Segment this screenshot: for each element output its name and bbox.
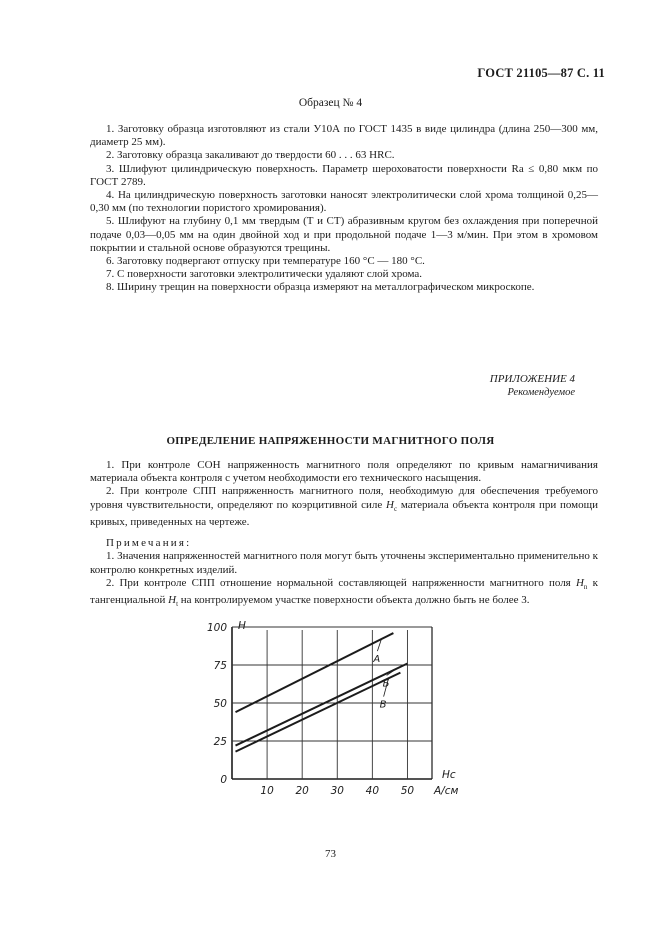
x-tick-label: 50: [400, 785, 415, 797]
y-tick-label: 50: [213, 698, 227, 710]
step-item: 6. Заготовку подвергают отпуску при температуре 160 °С — 180 °С.: [106, 255, 425, 268]
notes-heading: Примечания:: [106, 537, 192, 550]
x-tick-label: 10: [260, 785, 274, 797]
symbol-sub: n: [583, 583, 588, 591]
series-label: В: [379, 699, 387, 711]
y-tick-label: 100: [206, 622, 227, 634]
symbol-sub: t: [176, 600, 179, 609]
appendix-number: ПРИЛОЖЕНИЕ 4: [489, 373, 575, 385]
symbol-sub: c: [393, 504, 398, 513]
symbol-h: H: [168, 594, 177, 607]
step-item: 5. Шлифуют на глубину 0,1 мм твердым (Т и СТ) абразивным кругом без охлаждения при поперечной подаче 0,03—0,05 мм на один двойной ход и при продольной подаче 1—3 м/мин. При этом в хромовом покрытии и стальной основе образуются трещины.: [90, 215, 598, 254]
step-item: 2. Заготовку образца закаливают до твердости 60 . . . 63 HRC.: [106, 149, 395, 162]
y-tick-label: 0: [220, 774, 227, 786]
note-2-text-b: к тангенциальной: [90, 576, 598, 607]
symbol-h: H: [385, 498, 394, 511]
page-number: 73: [325, 848, 336, 860]
note-1: 1. Значения напряженностей магнитного поля могут быть уточнены экспериментально применительно к контролю конкретных изделий.: [90, 550, 598, 576]
appendix-status: Рекомендуемое: [507, 387, 575, 398]
x-tick-label: 30: [330, 785, 344, 797]
series-label: А: [373, 654, 381, 666]
step-item: 4. На цилиндрическую поверхность заготовки наносят электролитически слой хрома толщиной 0,25—0,30 мм (по технологии пористого хромирования).: [90, 189, 598, 215]
paragraph-2: [90, 485, 598, 529]
step-item: 1. Заготовку образца изготовляют из стали У10А по ГОСТ 1435 в виде цилиндра (длина 250—300 мм, диаметр 25 мм).: [90, 123, 598, 149]
x-axis-unit: А/см: [434, 785, 459, 797]
sample-title: Образец № 4: [298, 97, 363, 109]
page-header: ГОСТ 21105—87 С. 11: [477, 66, 605, 80]
y-tick-label: 25: [213, 736, 227, 748]
y-tick-label: 75: [213, 660, 227, 672]
series-line: [236, 633, 394, 712]
step-item: 8. Ширину трещин на поверхности образца измеряют на металлографическом микроскопе.: [106, 281, 535, 294]
series-line: [236, 673, 401, 752]
symbol-h: H: [575, 576, 584, 589]
note-2: [90, 577, 598, 612]
x-tick-label: 40: [365, 785, 380, 797]
paragraph-2-text-a: 2. При контроле СПП напряженность магнитного поля, необходимую для обеспечения требуемого уровня чувствительности, определяют по коэрцитивной силе: [90, 485, 598, 511]
procedure-steps: [90, 123, 598, 295]
note-2-text-c: на контролируемом участке поверхности объекта должно быть не более 3.: [178, 594, 530, 607]
section-title: ОПРЕДЕЛЕНИЕ НАПРЯЖЕННОСТИ МАГНИТНОГО ПОЛЯ: [166, 435, 495, 447]
series-label: Б: [382, 678, 390, 690]
x-tick-label: 20: [295, 785, 309, 797]
magnetic-field-chart: [196, 612, 476, 812]
note-2-text-a: 2. При контроле СПП отношение нормальной составляющей напряженности магнитного поля: [106, 576, 576, 589]
step-item: 7. С поверхности заготовки электролитически удаляют слой хрома.: [106, 268, 423, 281]
step-item: 3. Шлифуют цилиндрическую поверхность. Параметр шероховатости поверхности Ra ≤ 0,80 мкм по ГОСТ 2789.: [90, 162, 598, 188]
paragraph-1: 1. При контроле СОН напряженность магнитного поля определяют по кривым намагничивания материала объекта контроля с учетом необходимости его технического насыщения.: [90, 459, 598, 485]
y-axis-label: H: [238, 620, 246, 632]
paragraph-2-text-b: материала объекта контроля при помощи кривых, приведенных на чертеже.: [90, 498, 598, 528]
appendix-label: [490, 373, 575, 399]
x-axis-label: Hc: [442, 769, 456, 781]
section-body: [90, 459, 598, 612]
